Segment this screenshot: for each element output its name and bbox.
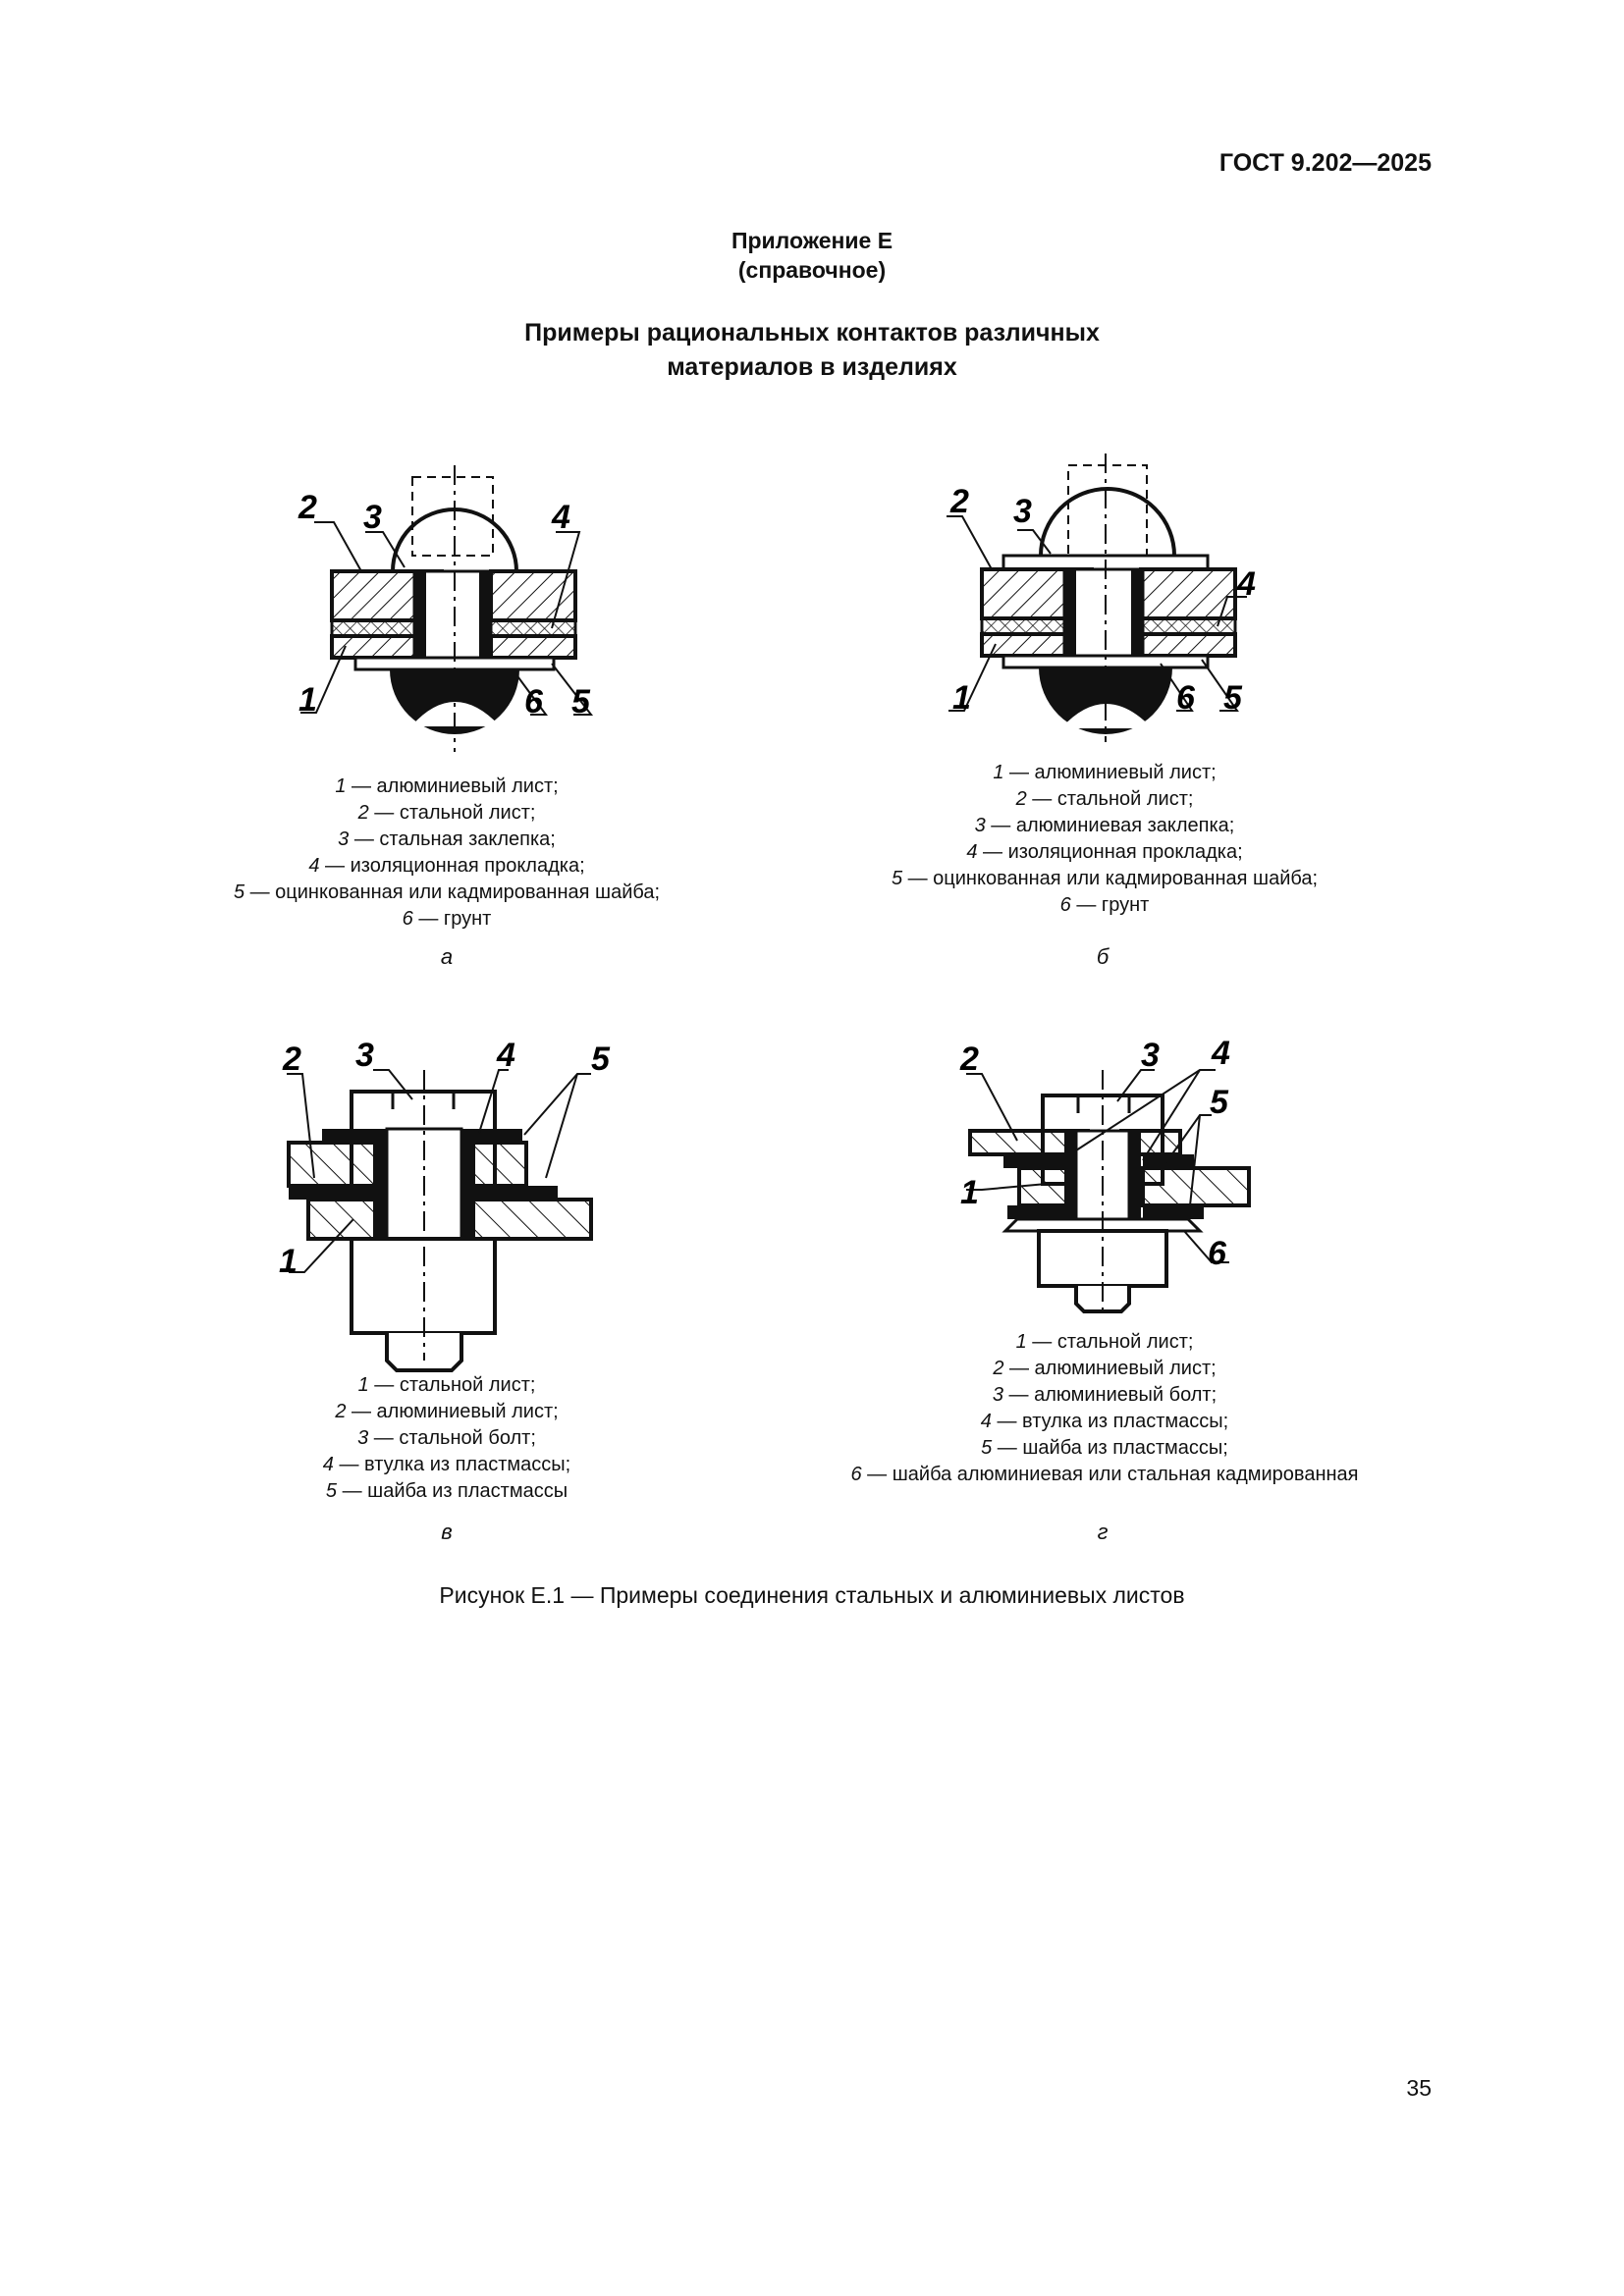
legend-item: 2 — алюминиевый лист; [993, 1358, 1217, 1379]
page-number: 35 [1406, 2075, 1432, 2101]
figure-v-legend [196, 1372, 697, 1505]
figure-v-drawing [275, 1031, 628, 1364]
figure-b-letter: б [1096, 944, 1110, 969]
figure-a-drawing [295, 461, 609, 756]
callout-g-4: 4 [1212, 1035, 1230, 1072]
callout-b-2: 2 [950, 483, 969, 520]
callout-a-2: 2 [298, 489, 317, 526]
legend-item: 1 — алюминиевый лист; [993, 762, 1217, 783]
callout-b-1: 1 [952, 679, 971, 717]
appendix-title: Приложение Е [731, 228, 893, 253]
figure-v-letter: в [441, 1520, 453, 1544]
legend-item: 5 — шайба из пластмассы; [981, 1437, 1228, 1459]
legend-item: 3 — алюминиевая заклепка; [974, 815, 1235, 836]
callout-v-1: 1 [279, 1243, 298, 1280]
figure-a-legend [147, 774, 746, 933]
legend-item: 3 — стальная заклепка; [338, 828, 556, 850]
document-code: ГОСТ 9.202—2025 [1218, 149, 1432, 177]
callout-g-2: 2 [960, 1041, 979, 1078]
legend-item: 4 — изоляционная прокладка; [308, 855, 585, 877]
legend-item: 6 — шайба алюминиевая или стальная кадмированная [850, 1464, 1359, 1485]
legend-item: 1 — стальной лист; [357, 1374, 536, 1396]
callout-v-4: 4 [497, 1037, 515, 1074]
legend-item: 5 — оцинкованная или кадмированная шайба; [891, 868, 1319, 889]
callout-g-6: 6 [1208, 1235, 1226, 1272]
legend-item: 1 — алюминиевый лист; [335, 775, 559, 797]
callout-g-1: 1 [960, 1174, 979, 1211]
section-title [295, 316, 1329, 385]
legend-item: 3 — стальной болт; [357, 1427, 536, 1449]
callout-b-6: 6 [1176, 679, 1195, 717]
legend-item: 6 — грунт [1059, 894, 1150, 916]
callout-b-5: 5 [1223, 679, 1242, 717]
legend-item: 4 — втулка из пластмассы; [322, 1454, 571, 1475]
figure-g-letter: г [1097, 1520, 1109, 1544]
legend-item: 2 — стальной лист; [1015, 788, 1194, 810]
figure-b-legend [805, 760, 1404, 919]
legend-item: 4 — втулка из пластмассы; [980, 1411, 1229, 1432]
legend-item: 5 — оцинкованная или кадмированная шайба; [233, 881, 661, 903]
figure-caption: Рисунок Е.1 — Примеры соединения стальных и алюминиевых листов [439, 1582, 1185, 1608]
callout-v-2: 2 [283, 1041, 301, 1078]
legend-item: 1 — стальной лист; [1015, 1331, 1194, 1353]
callout-a-1: 1 [298, 681, 317, 719]
figure-g-legend [785, 1329, 1424, 1488]
figure-a-letter: а [440, 944, 454, 969]
appendix-heading [0, 226, 1624, 285]
legend-item: 6 — грунт [402, 908, 492, 930]
section-title-line2: материалов в изделиях [667, 353, 957, 381]
legend-item: 5 — шайба из пластмассы [325, 1480, 568, 1502]
legend-item: 2 — стальной лист; [357, 802, 536, 824]
callout-v-3: 3 [355, 1037, 374, 1074]
callout-b-3: 3 [1013, 493, 1032, 530]
callout-a-4: 4 [552, 499, 570, 536]
callout-a-3: 3 [363, 499, 382, 536]
callout-g-5: 5 [1210, 1084, 1228, 1121]
callout-a-5: 5 [571, 683, 590, 721]
callout-a-6: 6 [524, 683, 543, 721]
section-title-line1: Примеры рациональных контактов различных [524, 319, 1100, 347]
legend-item: 3 — алюминиевый болт; [992, 1384, 1218, 1406]
legend-item: 4 — изоляционная прокладка; [966, 841, 1243, 863]
callout-g-3: 3 [1141, 1037, 1160, 1074]
figure-b-drawing [943, 452, 1276, 746]
legend-item: 2 — алюминиевый лист; [335, 1401, 559, 1422]
callout-b-4: 4 [1237, 565, 1256, 603]
callout-v-5: 5 [591, 1041, 610, 1078]
appendix-type: (справочное) [737, 257, 887, 283]
figure-g-drawing [948, 1031, 1282, 1315]
